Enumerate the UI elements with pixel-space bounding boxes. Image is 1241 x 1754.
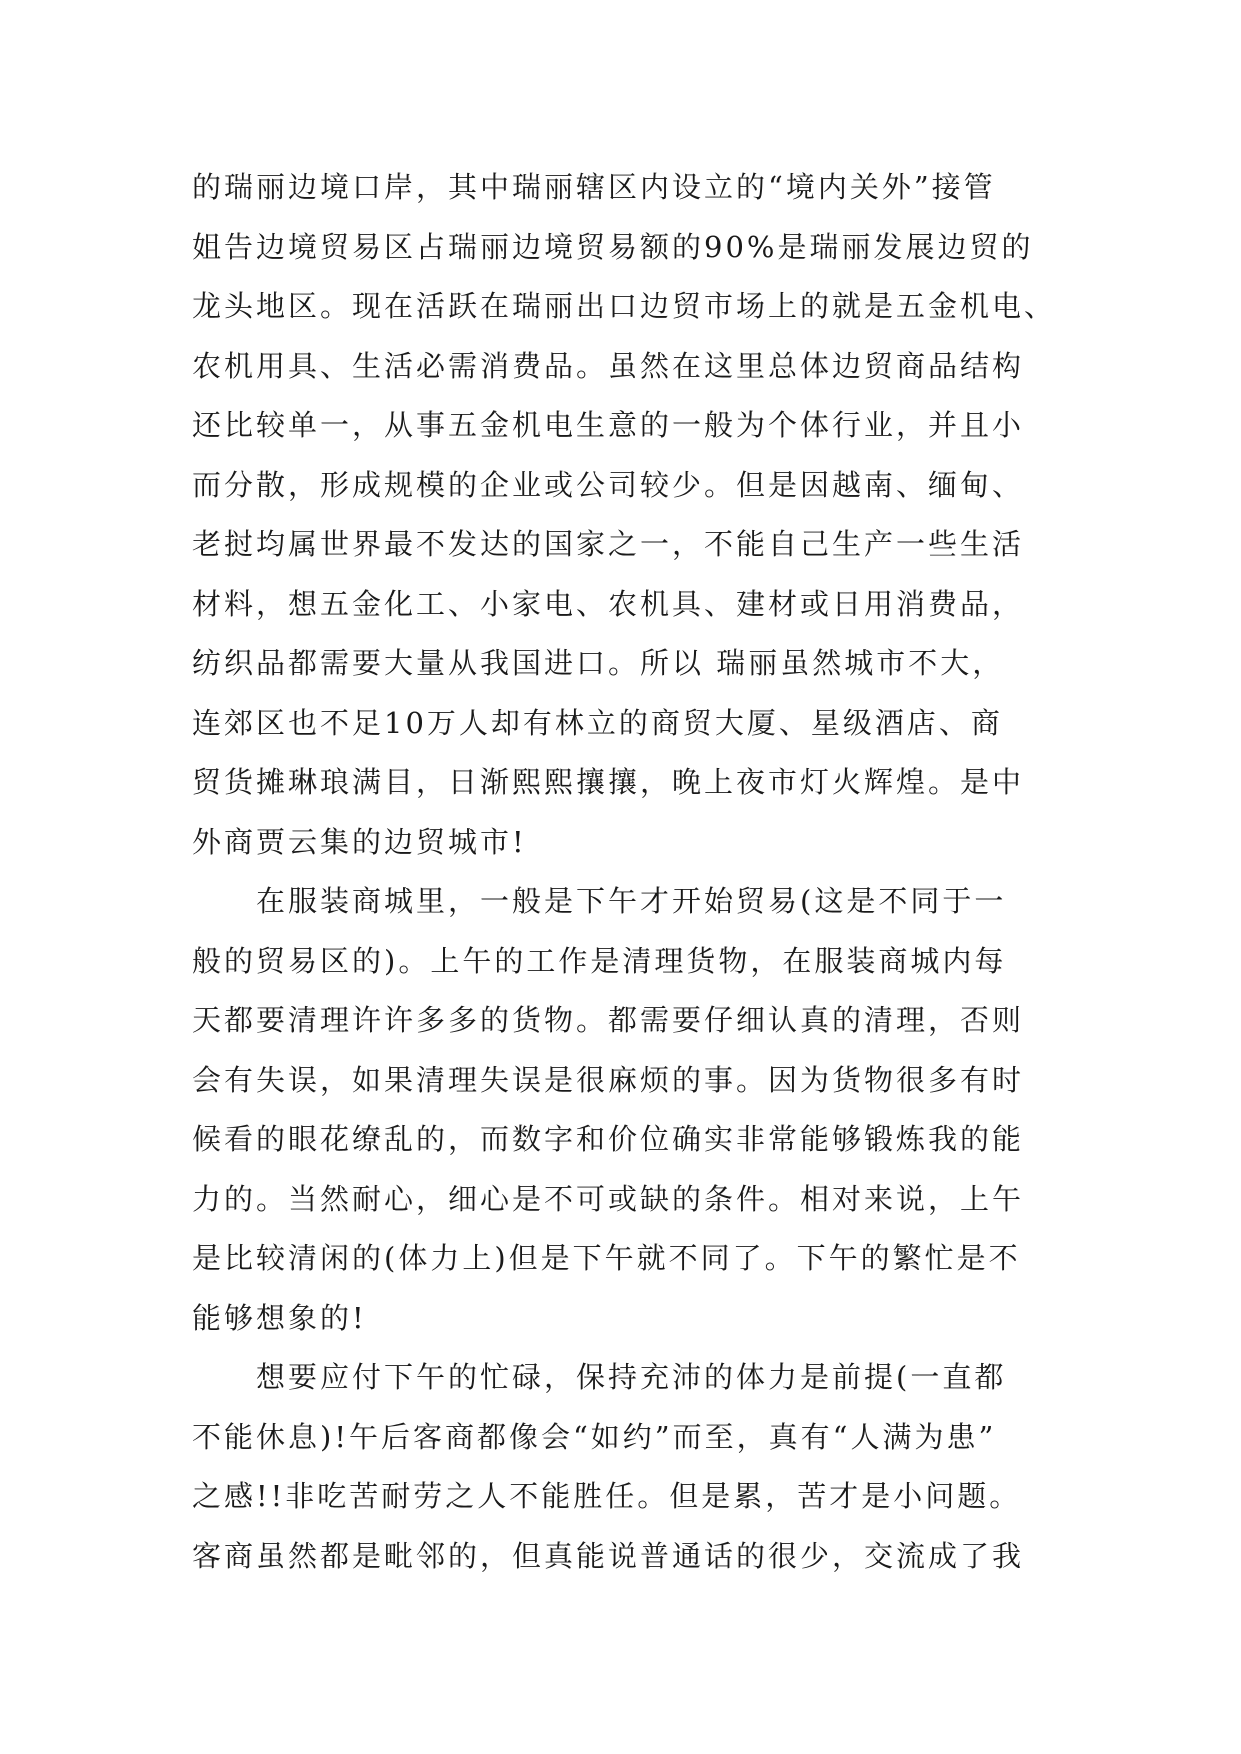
text-line: 外商贾云集的边贸城市! xyxy=(192,824,527,859)
text-line: 老挝均属世界最不发达的国家之一，不能自己生产一些生活 xyxy=(192,527,1025,561)
text-line: 连郊区也不足10万人却有林立的商贸大厦、星级酒店、商 xyxy=(192,705,1003,740)
paragraph-3 xyxy=(192,1348,1092,1586)
text-line: 在服装商城里，一般是下午才开始贸易(这是不同于一 xyxy=(256,884,1007,918)
text-line: 贸货摊琳琅满目，日渐熙熙攘攘，晚上夜市灯火辉煌。是中 xyxy=(192,765,1025,799)
text-line: 不能休息)!午后客商都像会“如约”而至，真有“人满为患” xyxy=(192,1419,997,1454)
document-body xyxy=(192,158,1092,1586)
text-line: 姐告边境贸易区占瑞丽边境贸易额的90%是瑞丽发展边贸的 xyxy=(192,229,1034,264)
text-line: 能够想象的! xyxy=(192,1300,367,1335)
paragraph-1 xyxy=(192,158,1092,872)
text-line: 龙头地区。现在活跃在瑞丽出口边贸市场上的就是五金机电、 xyxy=(192,289,1057,323)
text-line: 般的贸易区的)。上午的工作是清理货物，在服装商城内每 xyxy=(192,943,1007,978)
text-line: 还比较单一，从事五金机电生意的一般为个体行业，并且小 xyxy=(192,408,1025,442)
text-line: 是比较清闲的(体力上)但是下午就不同了。下午的繁忙是不 xyxy=(192,1241,1021,1275)
text-line: 的瑞丽边境口岸，其中瑞丽辖区内设立的“境内关外”接管 xyxy=(192,170,996,204)
text-line: 而分散，形成规模的企业或公司较少。但是因越南、缅甸、 xyxy=(192,467,1025,502)
text-line: 客商虽然都是毗邻的，但真能说普通话的很少，交流成了我 xyxy=(192,1538,1025,1573)
text-line: 力的。当然耐心，细心是不可或缺的条件。相对来说，上午 xyxy=(192,1181,1025,1216)
text-line: 天都要清理许许多多的货物。都需要仔细认真的清理，否则 xyxy=(192,1003,1025,1037)
text-line: 候看的眼花缭乱的，而数字和价位确实非常能够锻炼我的能 xyxy=(192,1122,1025,1156)
text-line: 会有失误，如果清理失误是很麻烦的事。因为货物很多有时 xyxy=(192,1062,1025,1097)
text-line: 纺织品都需要大量从我国进口。所以 瑞丽虽然城市不大， xyxy=(192,646,1005,680)
text-line: 农机用具、生活必需消费品。虽然在这里总体边贸商品结构 xyxy=(192,348,1025,383)
text-line: 想要应付下午的忙碌，保持充沛的体力是前提(一直都 xyxy=(256,1360,1007,1394)
text-line: 之感!!非吃苦耐劳之人不能胜任。但是累，苦才是小问题。 xyxy=(192,1479,1022,1513)
text-line: 材料，想五金化工、小家电、农机具、建材或日用消费品， xyxy=(192,586,1025,621)
paragraph-2 xyxy=(192,872,1092,1348)
